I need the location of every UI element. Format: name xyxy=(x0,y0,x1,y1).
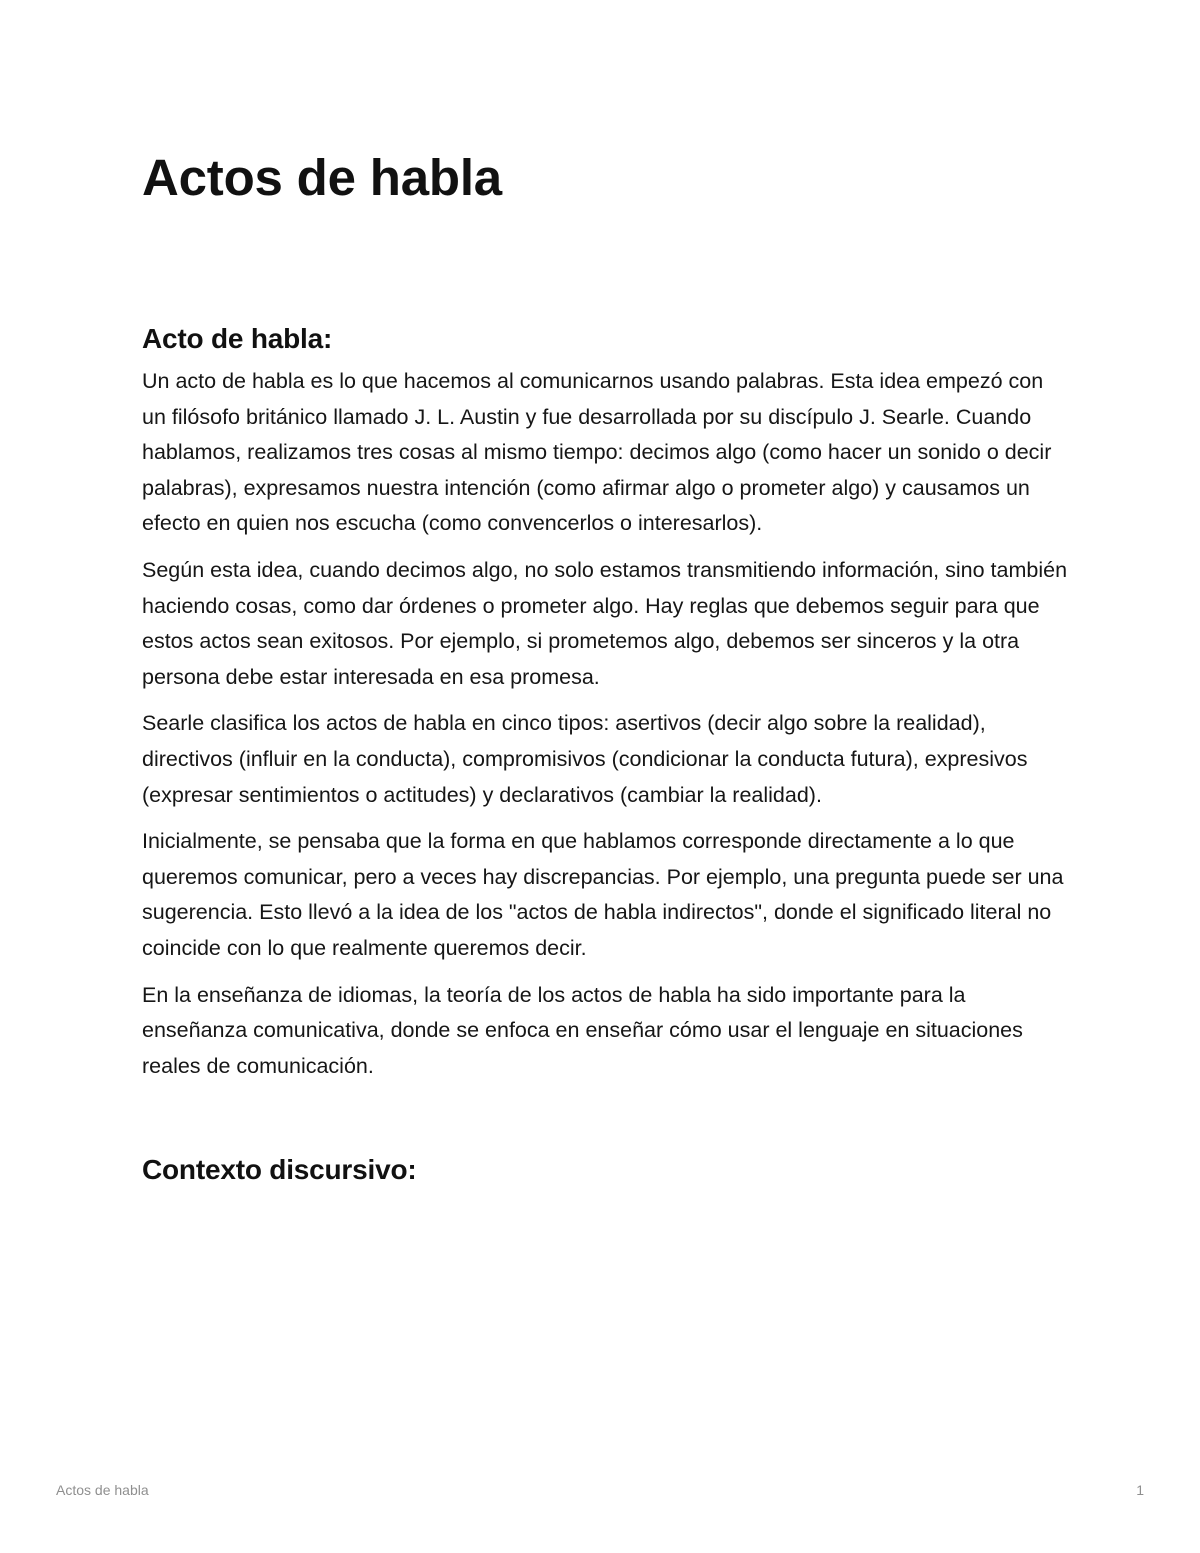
footer-document-title: Actos de habla xyxy=(56,1482,149,1498)
paragraph: Según esta idea, cuando decimos algo, no solo estamos transmitiendo información, sino también haciendo cosas, como dar órdenes o prometer algo. Hay reglas que debemos seguir para que estos actos sean exitosos. Por ejemplo, si prometemos algo, debemos ser sinceros y la otra persona debe estar interesada en esa promesa. xyxy=(142,557,1068,689)
paragraph: Inicialmente, se pensaba que la forma en que hablamos corresponde directamente a lo que queremos comunicar, pero a veces hay discrepancias. Por ejemplo, una pregunta puede ser una sugerencia. Esto llevó a la idea de los "actos de habla indirectos", donde el significado literal no coincide con lo que realmente queremos decir. xyxy=(142,829,1064,960)
page-number: 1 xyxy=(1136,1482,1144,1498)
section-acto-de-habla xyxy=(142,321,1072,1084)
paragraph: Searle clasifica los actos de habla en cinco tipos: asertivos (decir algo sobre la realidad), directivos (influir en la conducta), compromisivos (condicionar la conducta futura), expresivos (expresar sentimientos o actitudes) y declarativos (cambiar la realidad). xyxy=(142,711,1028,807)
section-contexto-discursivo xyxy=(142,1152,1072,1188)
document-content xyxy=(142,146,1072,1188)
paragraph: En la enseñanza de idiomas, la teoría de los actos de habla ha sido importante para la enseñanza comunicativa, donde se enfoca en enseñar cómo usar el lenguaje en situaciones reales de comunicación. xyxy=(142,982,1023,1078)
paragraph: Un acto de habla es lo que hacemos al comunicarnos usando palabras. Esta idea empezó con un filósofo británico llamado J. L. Austin y fue desarrollada por su discípulo J. Searle. Cuando hablamos, realizamos tres cosas al mismo tiempo: decimos algo (como hacer un sonido o decir palabras), expresamos nuestra intención (como afirmar algo o prometer algo) y causamos un efecto en quien nos escucha (como convencerlos o interesarlos). xyxy=(142,369,1052,536)
section-heading: Contexto discursivo: xyxy=(142,1154,417,1186)
document-title: Actos de habla xyxy=(142,149,502,206)
section-heading: Acto de habla: xyxy=(142,323,333,354)
